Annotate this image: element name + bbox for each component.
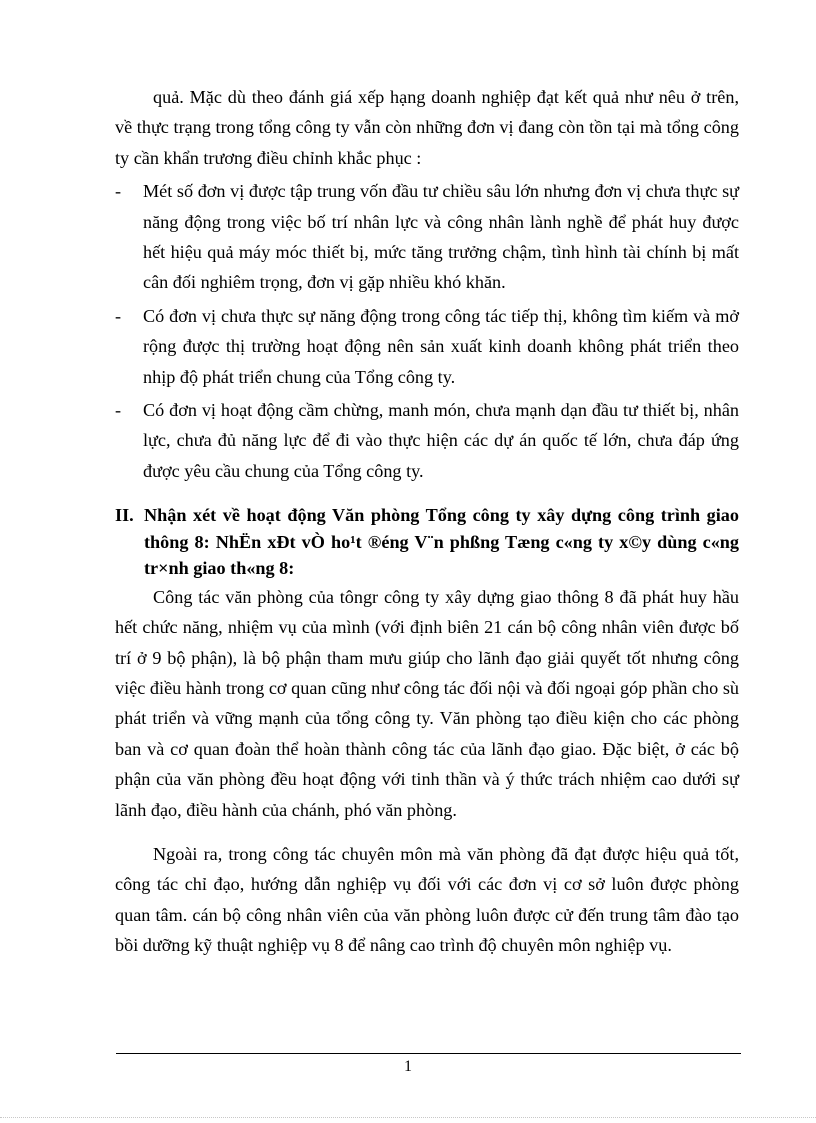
intro-paragraph: quả. Mặc dù theo đánh giá xếp hạng doanh nghiệp đạt kết quả như nêu ở trên, về thực trạng trong tổng công ty vẫn còn những đơn vị đang còn tồn tại mà tổng công ty cần khẩn trương điều chỉnh khắc phục : (115, 87, 739, 168)
page-number: 1 (404, 1058, 412, 1075)
section-title: Nhận xét về hoạt động Văn phòng Tổng công ty xây dựng công trình giao thông 8: NhËn xÐt vÒ ho¹t ®éng V¨n phßng Tæng c«ng ty x©y dùng c«ng tr×nh giao th«ng 8: (144, 505, 739, 579)
bullet-item (115, 301, 739, 392)
body-paragraph-2: Ngoài ra, trong công tác chuyên môn mà văn phòng đã đạt được hiệu quả tốt, công tác chỉ đạo, hướng dẫn nghiệp vụ đối với các đơn vị cơ sở luôn được phòng quan tâm. cán bộ công nhân viên của văn phòng luôn được cử đến trung tâm đào tạo bồi dưỡng kỹ thuật nghiệp vụ 8 để nâng cao trình độ chuyên môn nghiệp vụ. (115, 844, 739, 956)
bullet-marker: - (115, 181, 122, 202)
bullet-item (115, 176, 739, 298)
body-paragraph-1: Công tác văn phòng của tôngr công ty xây dựng giao thông 8 đã phát huy hầu hết chức năng, nhiệm vụ của mình (với định biên 21 cán bộ công nhân viên được bố trí ở 9 bộ phận), là bộ phận tham mưu giúp cho lãnh đạo giải quyết tốt nhưng công việc điều hành trong cơ quan cũng như công tác đối nội và đối ngoại góp phần cho sù phát triển và vững mạnh của tổng công ty. Văn phòng tạo điều kiện cho các phòng ban và cơ quan đoàn thể hoàn thành công tác của lãnh đạo giao. Đặc biệt, ở các bộ phận của văn phòng đều hoạt động với tinh thần và ý thức trách nhiệm cao dưới sự lãnh đạo, điều hành của chánh, phó văn phòng. (115, 586, 739, 820)
bullet-item (115, 395, 739, 486)
document-body (115, 82, 739, 961)
section-heading (115, 502, 739, 582)
footer-divider (116, 1053, 741, 1054)
bullet-text: Có đơn vị chưa thực sự năng động trong công tác tiếp thị, không tìm kiếm và mở rộng được thị trường hoạt động nên sản xuất kinh doanh không phát triển theo nhịp độ phát triển chung của Tổng công ty. (143, 305, 739, 387)
page-edge-divider (0, 1117, 816, 1118)
section-number: II. (115, 505, 134, 526)
bullet-text: Có đơn vị hoạt động cầm chừng, manh món, chưa mạnh dạn đầu tư thiết bị, nhân lực, chưa đủ năng lực để đi vào thực hiện các dự án quốc tế lớn, chưa đáp ứng được yêu cầu chung của Tổng công ty. (143, 400, 739, 481)
bullet-marker: - (115, 400, 122, 421)
bullet-text: Mét số đơn vị được tập trung vốn đầu tư chiều sâu lớn nhưng đơn vị chưa thực sự năng động trong việc bố trí nhân lực và công nhân lành nghề để phát huy được hết hiệu quả máy móc thiết bị, mức tăng trưởng chậm, tình hình tài chính bị mất cân đối nghiêm trọng, đơn vị gặp nhiều khó khăn. (143, 181, 739, 293)
bullet-marker: - (115, 305, 122, 326)
